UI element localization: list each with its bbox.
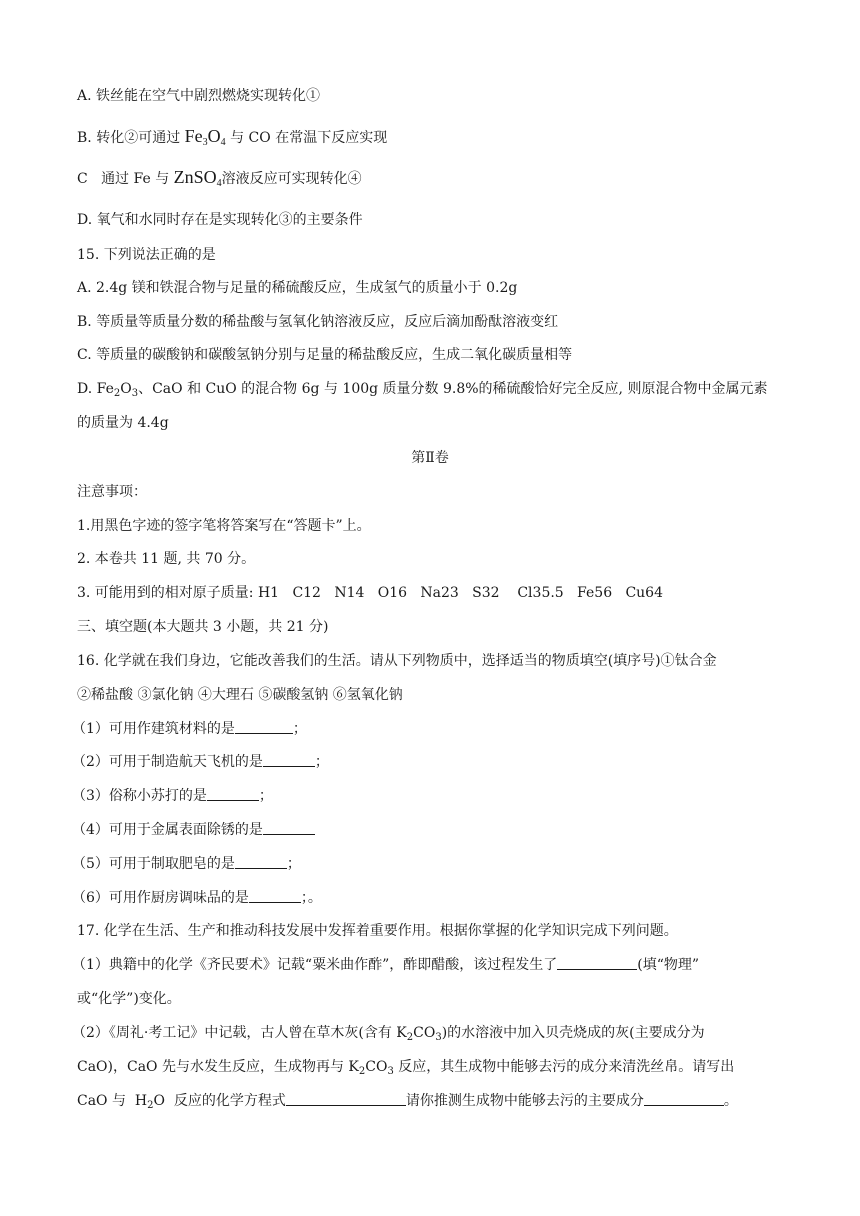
q16-part-6: [72, 888, 322, 908]
formula-znso4: [174, 167, 222, 187]
answer-blank[interactable]: [557, 955, 637, 970]
answer-blank[interactable]: [263, 820, 315, 835]
q15-option-a: A. 2.4g 镁和铁混合物与足量的稀硫酸反应，生成氢气的质量小于 0.2g: [77, 280, 518, 296]
text: ；: [292, 721, 307, 737]
part-title: 第Ⅱ卷: [411, 450, 449, 466]
notice-heading: 注意事项：: [77, 484, 147, 500]
q16-part-5: [72, 854, 301, 874]
text: CaO)，CaO 先与水发生反应，生成物再与 K: [77, 1059, 359, 1075]
formula-part: Fe: [184, 126, 203, 146]
text: O: [120, 381, 132, 397]
q16-stem-line1: 16. 化学就在我们身边，它能改善我们的生活。请从下列物质中，选择适当的物质填空(填序号)①钛合金: [77, 653, 717, 669]
q15-option-b: B. 等质量等质量分数的稀盐酸与氢氧化钠溶液反应，反应后滴加酚酞溶液变红: [77, 314, 559, 330]
option-d: [77, 210, 363, 230]
subscript: 2: [406, 1032, 414, 1043]
text: 。: [723, 1093, 738, 1109]
equation-blank[interactable]: [286, 1091, 406, 1106]
text: ；: [286, 856, 301, 872]
text: ；。: [300, 890, 322, 906]
option-c: [77, 165, 362, 189]
q17-part-2-line1: [72, 1023, 705, 1043]
q16-part-4: [72, 820, 315, 840]
text: 反应，其生成物中能够去污的成分来清洗丝帛。请写出: [393, 1059, 735, 1075]
subscript: 3: [202, 137, 208, 148]
option-b: [77, 124, 387, 148]
subscript: 3: [387, 1066, 394, 1077]
q17-stem: 17. 化学在生活、生产和推动科技发展中发挥着重要作用。根据你掌握的化学知识完成下列问题。: [77, 923, 678, 939]
text: (填“物理”: [637, 957, 700, 973]
answer-blank[interactable]: [263, 752, 315, 767]
subscript: 2: [358, 1066, 366, 1077]
text: （1）可用作建筑材料的是: [72, 721, 235, 737]
answer-blank[interactable]: [207, 786, 259, 801]
formula-part: O: [207, 126, 221, 146]
option-b-text-2: 与 CO 在常温下反应实现: [230, 130, 388, 146]
text: （2）可用于制造航天飞机的是: [72, 754, 263, 770]
text: CO: [413, 1025, 436, 1041]
q17-part-2-line2: [77, 1057, 734, 1077]
subscript: 3: [435, 1032, 442, 1043]
option-b-text: B. 转化②可通过: [77, 130, 181, 146]
subscript: 4: [220, 137, 226, 148]
q15-option-c: C. 等质量的碳酸钠和碳酸氢钠分别与足量的稀盐酸反应，生成二氧化碳质量相等: [77, 347, 573, 363]
text: CO: [365, 1059, 388, 1075]
text: O 反应的化学方程式: [153, 1093, 286, 1109]
text: （3）俗称小苏打的是: [72, 788, 207, 804]
text: （6）可用作厨房调味品的是: [72, 890, 249, 906]
q17-part-1-line2: 或“化学”)变化。: [77, 991, 181, 1007]
formula-part: ZnSO: [173, 167, 217, 187]
q16-part-1: [72, 719, 307, 739]
text: ；: [258, 788, 273, 804]
text: （4）可用于金属表面除锈的是: [72, 822, 263, 838]
q16-part-3: [72, 786, 273, 806]
answer-blank[interactable]: [235, 854, 287, 869]
text: （1）典籍中的化学《齐民要术》记载“粟米曲作酢”，酢即醋酸，该过程发生了: [72, 957, 558, 973]
text: CaO 与 H: [77, 1093, 148, 1109]
q15-option-d-line2: 的质量为 4.4g: [77, 415, 169, 431]
text: （5）可用于制取肥皂的是: [72, 856, 235, 872]
option-c-text: C 通过 Fe 与: [77, 171, 170, 187]
subscript: 2: [147, 1100, 154, 1111]
option-d-text: D. 氧气和水同时存在是实现转化③的主要条件: [77, 212, 363, 228]
subscript: 4: [216, 178, 222, 189]
notice-3: 3. 可能用到的相对原子质量: H1 C12 N14 O16 Na23 S32 Cl35.5 Fe56 Cu64: [77, 585, 663, 601]
notice-1: 1.用黑色字迹的签字笔将答案写在“答题卡”上。: [77, 518, 371, 534]
text: )的水溶液中加入贝壳烧成的灰(主要成分为: [441, 1025, 705, 1041]
q17-part-1-line1: [72, 955, 699, 975]
notice-2: 2. 本卷共 11 题, 共 70 分。: [77, 551, 256, 567]
answer-blank[interactable]: [235, 719, 293, 734]
option-a: [77, 86, 320, 106]
text: D. Fe: [77, 381, 114, 397]
formula-fe3o4: [185, 126, 226, 146]
text: （2）《周礼·考工记》中记载，古人曾在草木灰(含有 K: [72, 1025, 407, 1041]
subscript: 3: [131, 388, 139, 399]
text: 、CaO 和 CuO 的混合物 6g 与 100g 质量分数 9.8%的稀硫酸恰好完全反应, 则原混合物中金属元素: [138, 381, 768, 397]
option-a-text: A. 铁丝能在空气中剧烈燃烧实现转化①: [77, 88, 321, 104]
text: ；: [314, 754, 329, 770]
answer-blank[interactable]: [249, 888, 301, 903]
q16-stem-line2: ②稀盐酸 ③氯化钠 ④大理石 ⑤碳酸氢钠 ⑥氢氧化钠: [77, 687, 403, 703]
q16-part-2: [72, 752, 329, 772]
answer-blank[interactable]: [644, 1091, 724, 1106]
q17-part-2-line3: [77, 1091, 738, 1111]
text: 请你推测生成物中能够去污的主要成分: [405, 1093, 644, 1109]
q15-option-d-line1: [77, 379, 767, 399]
q15-stem: 15. 下列说法正确的是: [77, 247, 216, 263]
section-heading: 三、填空题(本大题共 3 小题，共 21 分): [77, 619, 329, 635]
option-c-text-2: 溶液反应可实现转化④: [221, 171, 362, 187]
subscript: 2: [113, 388, 121, 399]
